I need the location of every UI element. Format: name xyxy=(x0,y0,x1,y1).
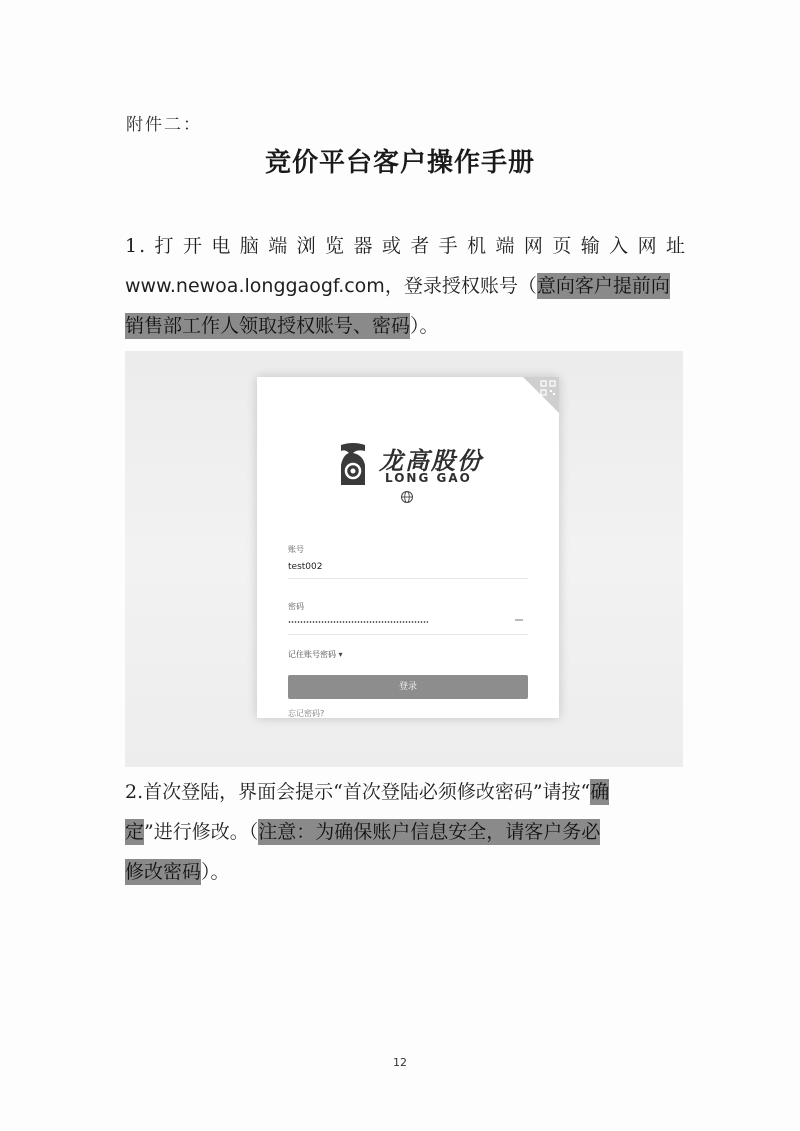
step-1-end: ）。 xyxy=(410,315,439,337)
login-url: www.newoa.longgaogf.com xyxy=(125,275,385,297)
step-2-line-2 xyxy=(125,812,687,852)
step-2-line-3 xyxy=(125,852,687,892)
step-1-highlight-b: 销售部工作人领取授权账号、密码 xyxy=(125,315,411,337)
step-1-line-2 xyxy=(125,266,687,306)
password-input[interactable] xyxy=(288,621,428,623)
step-2-highlight-change-password: 修改密码 xyxy=(125,861,202,883)
password-label: 密码 xyxy=(288,602,304,611)
attachment-label: 附件二： xyxy=(126,115,202,135)
step-2-highlight-note: 注意：为确保账户信息安全，请客户务必 xyxy=(258,821,601,843)
step-2-highlight-confirm-b: 定 xyxy=(125,821,145,843)
qr-code-icon[interactable] xyxy=(540,380,556,396)
step-2-text-a: 2.首次登陆，界面会提示“首次登陆必须修改密码”请按“ xyxy=(125,781,591,803)
account-input[interactable]: test002 xyxy=(288,562,323,572)
step-2-paragraph xyxy=(125,772,687,892)
login-card xyxy=(257,377,559,718)
account-underline xyxy=(288,578,528,579)
document-title: 竞价平台客户操作手册 xyxy=(264,148,535,178)
step-2-highlight-confirm-a: 确 xyxy=(590,781,610,803)
brand-name-en: LONG GAO xyxy=(385,471,472,485)
step-1-line-1: 1.打开电脑端浏览器或者手机端网页输入网址 xyxy=(125,235,687,257)
eye-icon[interactable] xyxy=(515,619,523,621)
step-1-line-3 xyxy=(125,306,687,346)
forgot-password-link[interactable]: 忘记密码? xyxy=(288,709,325,718)
brand-name-cn: 龙高股份 xyxy=(379,447,483,475)
logo-mark-icon xyxy=(335,441,371,489)
password-underline xyxy=(288,634,528,635)
step-2-line-1 xyxy=(125,772,687,812)
page-number: 12 xyxy=(393,1056,407,1069)
login-screenshot xyxy=(125,351,683,767)
company-logo xyxy=(335,441,485,491)
remember-account-toggle[interactable]: 记住账号密码 ▾ xyxy=(288,650,343,659)
step-1-text: ，登录授权账号（ xyxy=(384,275,537,297)
step-2-end: ）。 xyxy=(201,861,230,883)
globe-icon[interactable] xyxy=(400,490,414,504)
step-1-highlight-a: 意向客户提前向 xyxy=(536,275,670,297)
step-2-text-b: ”进行修改。（ xyxy=(144,821,259,843)
account-label: 账号 xyxy=(288,545,304,554)
login-button[interactable]: 登录 xyxy=(288,675,528,699)
step-1-paragraph xyxy=(125,226,687,346)
